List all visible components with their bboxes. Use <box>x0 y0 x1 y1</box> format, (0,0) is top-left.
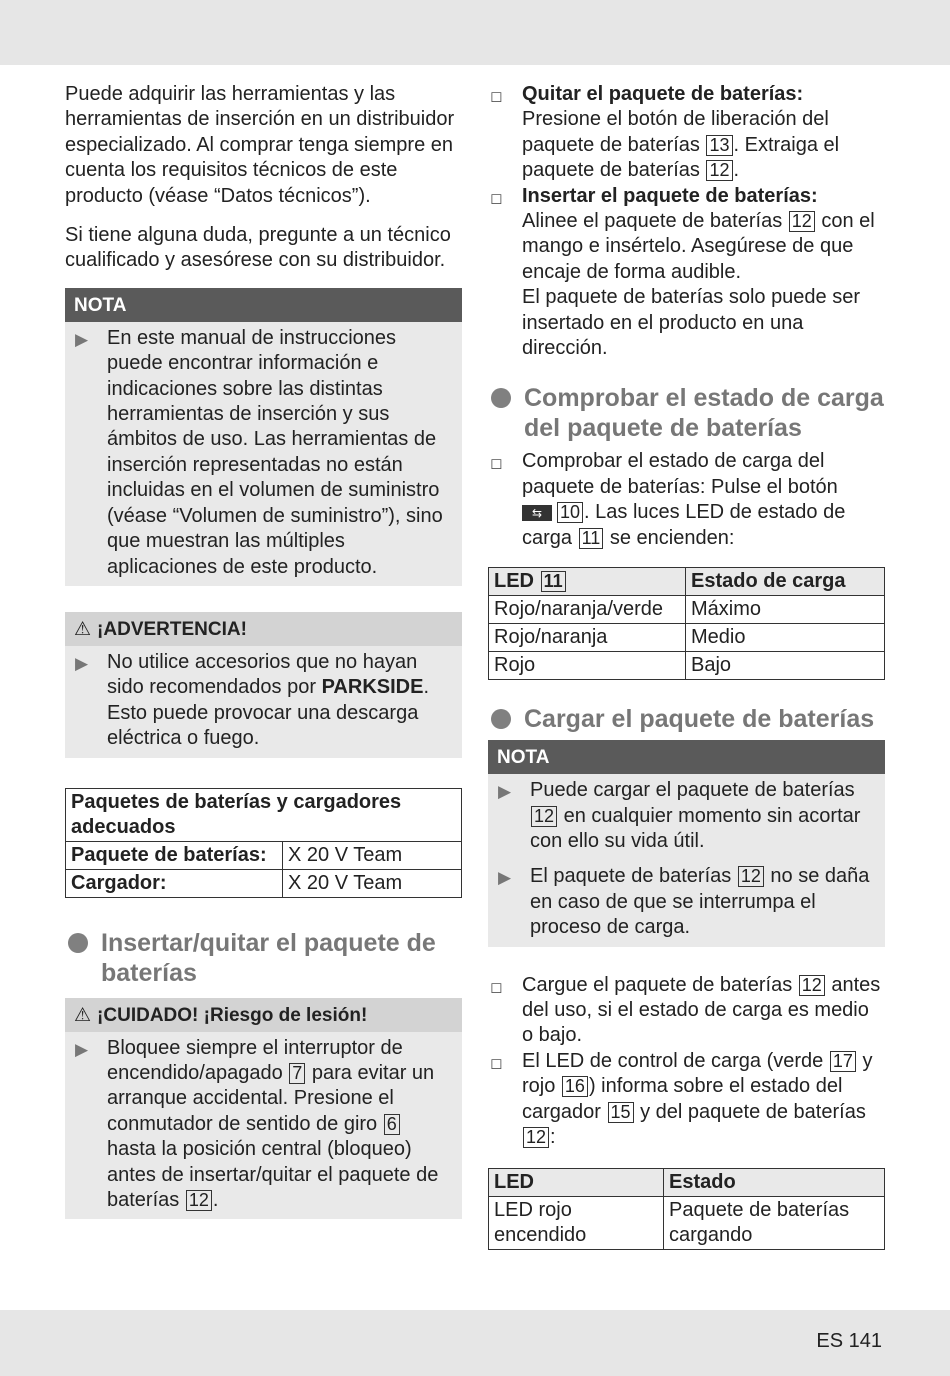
list-item-quitar: ◻ Quitar el paquete de baterías: Presione el botón de liberación del paquete de baterías 13 . Extraiga el paquete de baterías 12 . <box>488 82 885 184</box>
list-item-control: ◻ El LED de control de carga (verde 17 y rojo 16 ) informa sobre el estado del cargador 15 y del paquete de baterías 12 : <box>488 1049 885 1151</box>
advertencia-header <box>65 612 462 646</box>
list-item-insertar: ◻ Insertar el paquete de baterías: Alinee el paquete de baterías 12 con el mango e insértelo. Asegúrese de que encaje de forma audible. El paquete de baterías solo puede ser insertado en el producto en una dirección. <box>488 184 885 362</box>
ref-number: 12 <box>789 211 815 232</box>
led-column-header: LED <box>489 1169 664 1197</box>
arrow-icon: ▶ <box>75 329 89 349</box>
intro-paragraph-2: Si tiene alguna duda, pregunte a un técnico cualificado y asesórese con su distribuidor. <box>65 224 451 272</box>
ref-number: 12 <box>531 806 557 827</box>
table-row: Rojo Bajo <box>489 652 885 680</box>
ref-number: 12 <box>799 975 825 996</box>
nota-box-cargar <box>488 740 885 946</box>
quitar-title: Quitar el paquete de baterías: <box>522 83 804 105</box>
ref-number: 11 <box>579 528 604 549</box>
list-item-comprobar: ◻ Comprobar el estado de carga del paquete de baterías: Pulse el botón ⇆ 10 . Las luces LED de estado de carga 11 se encienden: <box>488 449 885 551</box>
ref-number: 17 <box>830 1051 856 1072</box>
cuidado-header <box>65 998 462 1032</box>
section-heading-cargar: Cargar el paquete de baterías <box>488 704 885 734</box>
checkbox-square-icon: ◻ <box>490 455 503 473</box>
table-header: Paquetes de baterías y cargadores adecuados <box>66 788 462 841</box>
checkbox-square-icon: ◻ <box>490 1054 503 1072</box>
brand-name: PARKSIDE <box>321 676 424 699</box>
nota-item: ▶ El paquete de baterías 12 no se daña en caso de que se interrumpa el proceso de carga. <box>498 864 871 940</box>
table-row: Rojo/naranja/verde Máximo <box>489 596 885 624</box>
compatible-batteries-table <box>65 788 462 898</box>
nota-item <box>75 326 448 580</box>
nota-item: ▶ Puede cargar el paquete de baterías 12 en cualquier momento sin acortar con ello su vida útil. <box>498 778 871 854</box>
nota-title: NOTA <box>65 288 462 322</box>
top-bar <box>0 0 950 65</box>
page-number: ES 141 <box>816 1330 882 1352</box>
warning-triangle-icon: ⚠ <box>74 618 92 640</box>
intro-paragraph-1: Puede adquirir las herramientas y las herramientas de inserción en un distribuidor especializado. Al comprar tenga siempre en cuenta los requisitos técnicos de este producto (véase “Datos técnicos”). <box>65 83 455 207</box>
charger-status-table <box>488 1168 885 1250</box>
estado-column-header: Estado de carga <box>686 568 885 596</box>
advertencia-box <box>65 612 462 758</box>
led-column-header: LED 11 <box>489 568 686 596</box>
advertencia-title: ¡ADVERTENCIA! <box>97 618 247 640</box>
arrow-icon: ▶ <box>498 782 512 802</box>
footer-bar <box>0 1310 950 1376</box>
checkbox-square-icon: ◻ <box>490 978 503 996</box>
ref-number: 16 <box>562 1076 588 1097</box>
ref-number: 6 <box>384 1114 400 1135</box>
led-status-table <box>488 567 885 680</box>
estado-column-header: Estado <box>664 1169 885 1197</box>
cuidado-box <box>65 998 462 1220</box>
right-column <box>488 82 885 1250</box>
ref-number: 12 <box>738 866 764 887</box>
ref-number: 15 <box>608 1102 634 1123</box>
warning-triangle-icon: ⚠ <box>74 1004 92 1026</box>
left-column <box>65 82 462 1245</box>
section-heading-insertar: Insertar/quitar el paquete de baterías <box>65 928 462 988</box>
table-row: Paquete de baterías: X 20 V Team <box>66 841 462 869</box>
ref-number: 12 <box>706 160 732 181</box>
table-row: Rojo/naranja Medio <box>489 624 885 652</box>
advertencia-item <box>75 650 448 752</box>
list-item-cargue: ◻ Cargue el paquete de baterías 12 antes del uso, si el estado de carga es medio o bajo. <box>488 973 885 1049</box>
insertar-title: Insertar el paquete de baterías: <box>522 184 818 207</box>
ref-number: 7 <box>289 1063 305 1084</box>
checkbox-square-icon: ◻ <box>490 88 503 105</box>
ref-number: 12 <box>523 1127 549 1148</box>
table-row: Cargador: X 20 V Team <box>66 869 462 897</box>
ref-number: 12 <box>186 1190 212 1211</box>
nota-box <box>65 288 462 586</box>
cuidado-title: ¡CUIDADO! ¡Riesgo de lesión! <box>97 1004 368 1026</box>
bullet-dot-icon <box>491 709 511 729</box>
ref-number: 10 <box>557 502 583 523</box>
advertencia-text: No utilice accesorios que no hayan sido recomendados por PARKSIDE. Esto puede provocar una descarga eléctrica o fuego. <box>107 650 430 750</box>
cuidado-item <box>75 1036 448 1214</box>
arrow-icon: ▶ <box>75 653 89 673</box>
bullet-dot-icon <box>491 388 511 408</box>
ref-number: 13 <box>706 135 732 156</box>
bullet-dot-icon <box>68 933 88 953</box>
arrow-icon: ▶ <box>75 1039 89 1059</box>
checkbox-square-icon: ◻ <box>490 189 503 207</box>
nota-text: En este manual de instrucciones puede encontrar información e indicaciones sobre las distintas herramientas de inserción y sus ámbitos de uso. Las herramientas de inserción representadas no están incluidas en el volumen de suministro (véase “Volumen de suministro”), sino que muestran las múltiples aplicaciones de este producto. <box>107 326 443 578</box>
nota-title: NOTA <box>488 740 885 774</box>
arrow-icon: ▶ <box>498 868 512 888</box>
table-row: LED rojo encendido Paquete de baterías cargando <box>489 1197 885 1250</box>
charge-status-button-icon: ⇆ <box>522 505 552 521</box>
section-heading-estado: Comprobar el estado de carga del paquete de baterías <box>488 383 885 443</box>
ref-number: 11 <box>541 571 566 592</box>
cuidado-text: Bloquee siempre el interruptor de encendido/apagado 7 para evitar un arranque accidental. Presione el conmutador de sentido de giro 6 hasta la posición central (bloqueo) antes de insertar/quitar el paquete de baterías 12 . <box>107 1036 439 1211</box>
